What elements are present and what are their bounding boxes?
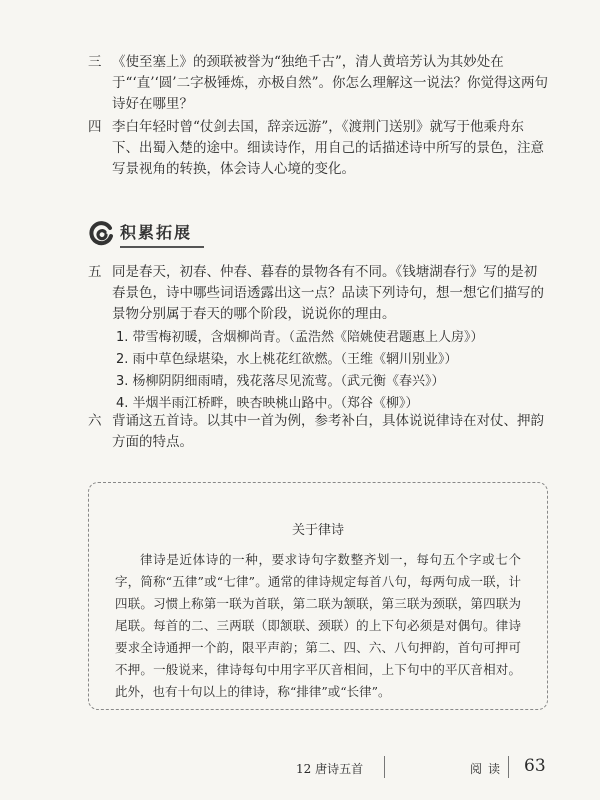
question-number: 五	[88, 264, 102, 280]
poem-line: 3. 杨柳阴阴细雨晴，残花落尽见流莺。（武元衡《春兴》）	[116, 374, 445, 389]
section-underline	[120, 246, 204, 248]
poem-list	[116, 327, 548, 415]
question-number: 六	[88, 413, 102, 429]
page-footer	[0, 754, 600, 782]
section-swirl-icon	[88, 220, 114, 246]
question-4	[88, 117, 548, 180]
section-title: 积累拓展	[120, 223, 193, 242]
question-6	[88, 411, 548, 453]
note-body: 律诗是近体诗的一种，要求诗句字数整齐划一，每句五个字或七个字，简称“五律”或“七律”。通常的律诗规定每首八句，每两句成一联，计四联。习惯上称第一联为首联，第二联为颔联，第三联为颈联，第四联为尾联。每首的二、三两联（即颔联、颈联）的上下句必须是对偶句。律诗要求全诗通押一个韵，限平声韵；第二、四、六、八句押韵，首句可押可不押。一般说来，律诗每句中用字平仄音相间，上下句中的平仄音相对。此外，也有十句以上的律诗，称“排律”或“长律”。	[115, 552, 521, 699]
question-number: 四	[88, 119, 102, 135]
question-text: 《使至塞上》的颈联被誉为“独绝千古”，清人黄培芳认为其妙处在于“‘直’‘圆’二字极锤炼，亦极自然”。你怎么理解这一说法？你觉得这两句诗好在哪里？	[112, 54, 548, 112]
footer-divider	[508, 756, 509, 778]
footer-divider	[384, 756, 385, 778]
section-header	[84, 218, 554, 248]
question-text: 背诵这五首诗。以其中一首为例，参考补白，具体说说律诗在对仗、押韵方面的特点。	[112, 413, 544, 450]
note-title: 关于律诗	[291, 523, 344, 538]
sidebar-note-box	[88, 482, 548, 710]
footer-lesson: 12 唐诗五首	[296, 762, 364, 776]
page-number: 63	[524, 756, 546, 776]
question-text: 同是春天，初春、仲春、暮春的景物各有不同。《钱塘湖春行》写的是初春景色，诗中哪些词语透露出这一点？品读下列诗句，想一想它们描写的景物分别属于春天的哪个阶段，说说你的理由。	[112, 264, 544, 322]
footer-category: 阅读	[470, 762, 507, 776]
poem-line: 4. 半烟半雨江桥畔，映杏映桃山路中。（郑谷《柳》）	[116, 396, 419, 411]
question-text: 李白年轻时曾“仗剑去国，辞亲远游”，《渡荆门送别》就写于他乘舟东下、出蜀入楚的途中。细读诗作，用自己的话描述诗中所写的景色，注意写景视角的转换，体会诗人心境的变化。	[112, 119, 544, 177]
question-number: 三	[88, 54, 102, 70]
poem-line: 1. 带雪梅初暖，含烟柳尚青。（孟浩然《陪姚使君题惠上人房》）	[116, 330, 484, 345]
question-3	[88, 52, 548, 115]
poem-line: 2. 雨中草色绿堪染，水上桃花红欲燃。（王维《辋川别业》）	[116, 352, 458, 367]
question-5	[88, 262, 548, 415]
